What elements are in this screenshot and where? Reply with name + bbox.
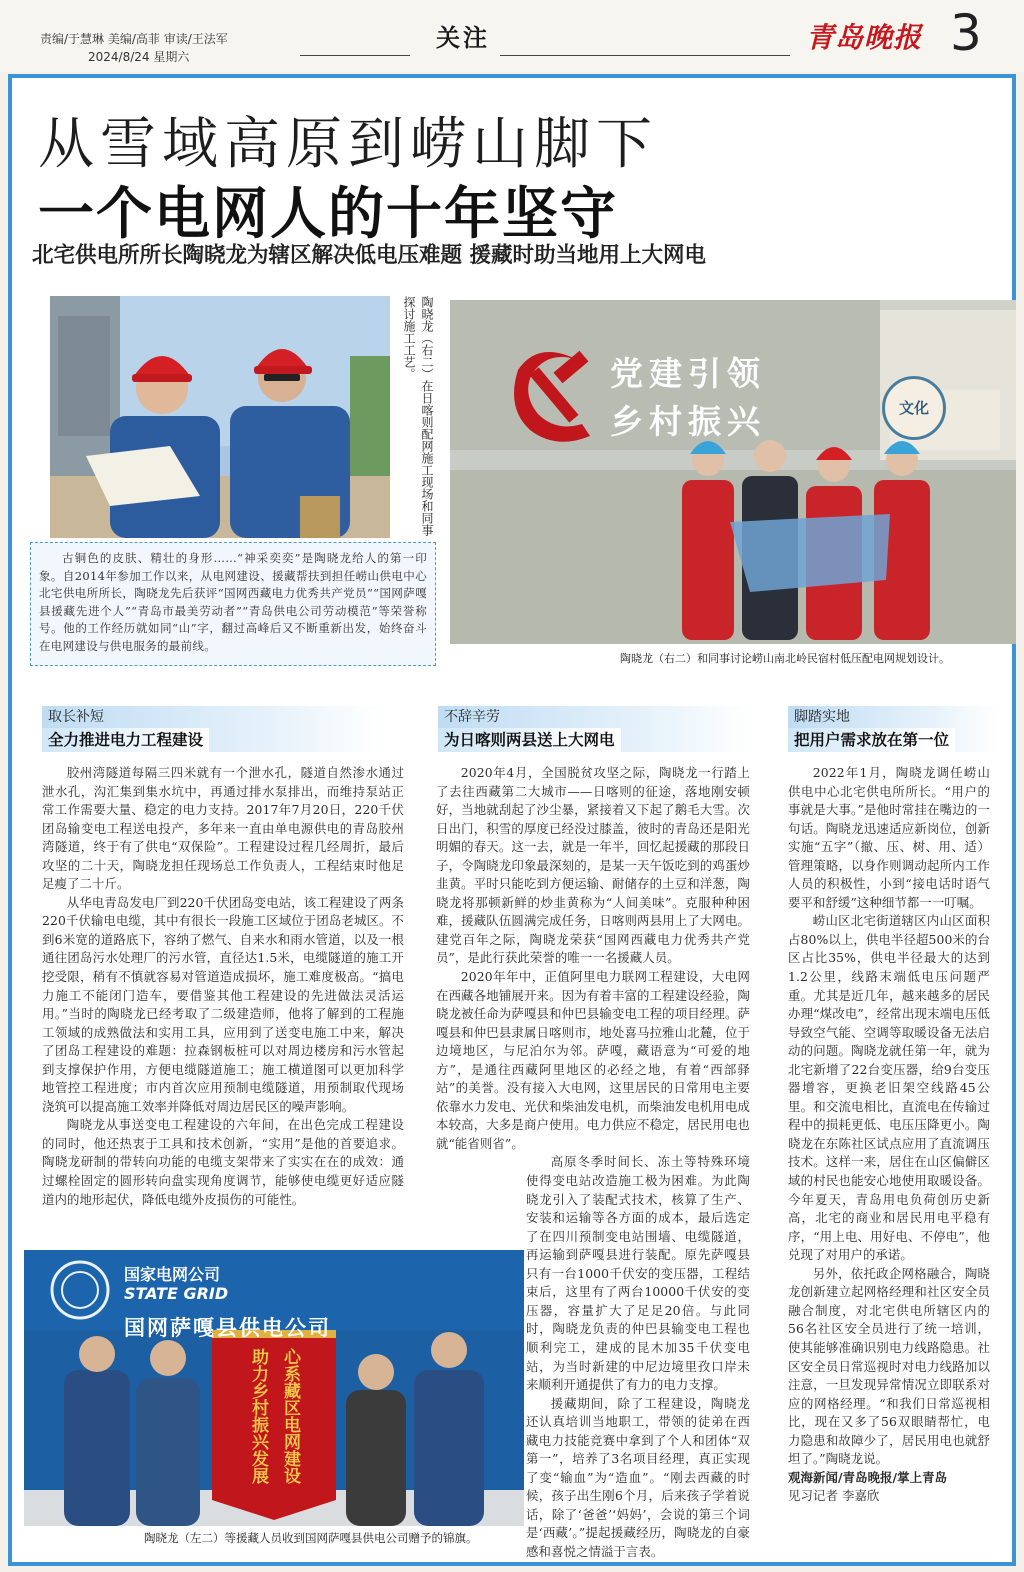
- column-2-title: 为日喀则两县送上大网电: [438, 728, 621, 752]
- byline: [788, 1469, 990, 1488]
- page-number: 3: [950, 4, 982, 62]
- column-3-title: 把用户需求放在第一位: [788, 728, 955, 752]
- column-1-paragraph: 胶州湾隧道每隔三四米就有一个泄水孔，隧道自然渗水通过泄水孔，沟汇集到集水坑中，再通过排水泵排出，而维持泵站正常工作需要大量、稳定的电力支持。2017年7月20日，220千伏团岛输变电工程送电投产，多年来一直由单电源供电的青岛胶州湾隧道，终于有了供电“双保险”。工程建设过程几经周折，最后攻坚的二十天，陶晓龙担任现场总工作负责人，工程结束时他足足瘦了二十斤。: [42, 765, 404, 892]
- column-2-paragraph: 2020年年中，正值阿里电力联网工程建设，大电网在西藏各地铺展开来。因为有着丰富的工程建设经验，陶晓龙被任命为萨嘎县和仲巴县输变电工程的项目经理。萨嘎县和仲巴县隶属日喀则市，地处喜马拉雅山北麓，位于边境地区，与尼泊尔为邻。萨嘎，藏语意为“可爱的地方”，是通往西藏阿里地区的必经之地，有着“西部驿站”的美誉。没有接入大电网，这里居民的日常用电主要依靠水力发电、光伏和柴油发电机，而柴油发电机用电成本较高，大多是商户使用。电力供应不稳定，居民用电也就“能省则省”。: [436, 969, 750, 1151]
- photo-mural-caption: 陶晓龙（右二）和同事讨论崂山南北岭民宿村低压配电网规划设计。: [620, 652, 950, 665]
- photo-banner-image: [24, 1250, 524, 1526]
- column-2-paragraph: 援藏期间，除了工程建设，陶晓龙还认真培训当地职工，带领的徒弟在西藏电力技能竞赛中拿到了个人和团体“双第一”，培养了3名项目经理，真正实现了变“输血”为“造血”。“刚去西藏的时候，孩子出生刚6个月，后来孩子学着说话，除了‘爸爸’‘妈妈’，会说的第三个词是‘西藏’。”提起援藏经历，陶晓龙的自豪感和喜悦之情溢于言表。: [526, 1395, 750, 1559]
- reporter-name: 见习记者 李嘉欣: [788, 1488, 880, 1504]
- profile-box: 古铜色的皮肤、精壮的身形……“神采奕奕”是陶晓龙给人的第一印象。自2014年参加工作以来，从电网建设、援藏帮扶到担任崂山供电中心北宅供电所所长，陶晓龙先后获评“国网西藏电力优秀共产党员”“国网萨嘎县援藏先进个人”“青岛市最美劳动者”“青岛供电公司劳动模范”等荣誉称号。他的工作经历就如同“山”字，翻过高峰后又不断重新出发，始终奋斗在电网建设与供电服务的最前线。: [30, 542, 436, 666]
- mural-culture-badge: 文化: [882, 376, 946, 440]
- reporter-line: [788, 1487, 990, 1506]
- paper-name-logo: 青岛晚报: [806, 21, 923, 54]
- masthead: [0, 0, 1024, 72]
- photo-banner-caption: 陶晓龙（左二）等援藏人员收到国网萨嘎县供电公司赠予的锦旗。: [144, 1531, 478, 1545]
- state-grid-cn: 国家电网公司: [124, 1265, 221, 1284]
- photo-worksite: [50, 296, 390, 538]
- column-3-body: [788, 764, 990, 1506]
- column-2-heading: [438, 706, 750, 754]
- column-3-paragraph: 2022年1月，陶晓龙调任崂山供电中心北宅供电所所长。“用户的事就是大事。”是他时常挂在嘴边的一句话。陶晓龙迅速适应新岗位，创新实施“五字”（撤、压、树、用、适）管理策略，以身作则调动起所内工作人员的积极性，小到“接电话时语气要平和舒缓”这种细节都一一叮嘱。: [788, 765, 990, 910]
- masthead-rule-right: [500, 55, 790, 56]
- headline-line-1: 从雪域高原到崂山脚下: [38, 112, 658, 177]
- column-2-paragraph: 高原冬季时间长、冻土等特殊环境使得变电站改造施工极为困难。为此陶晓龙引入了装配式技术，核算了生产、安装和运输等各方面的成本，最后选定了在四川预制变电站围墙、电缆隧道，再运输到萨嘎县进行装配。原先萨嘎县只有一台1000千伏安的变压器，工程结束后，这里有了两台10000千伏安的变压器，容量扩大了足足20倍。与此同时，陶晓龙负责的仲巴县输变电工程也顺利完工，建成的昆木加35千伏变电站，为当时新建的中尼边境里孜口岸未来顺利开通提供了有力的电力支撑。: [526, 1154, 750, 1393]
- column-1-title: 全力推进电力工程建设: [42, 728, 209, 752]
- pennant-line-2: 助力乡村振兴发展: [248, 1348, 268, 1484]
- column-1-paragraph: 从华电青岛发电厂到220千伏团岛变电站，该工程建设了两条220千伏输电电缆，其中有很长一段施工区域位于团岛老城区。不到6米宽的道路底下，容纳了燃气、自来水和雨水管道，以及一根通往团岛污水处理厂的污水管，直径达1.5米，电缆隧道的施工开挖受限，稍有不慎就容易对管道造成损坏，施工难度极高。“搞电力施工不能闭门造车，要借鉴其他工程建设的先进做法灵活运用。”当时的陶晓龙已经考取了二级建造师，他将了解到的工程施工领域的成熟做法和实用工具，应用到了送变电施工中来，解决了团岛工程建设的难题：拉森钢板桩可以对周边楼房和污水管起到支撑保护作用，方便电缆隧道施工；施工横道图可以更加科学地管控工程进度；市内首次应用预制电缆隧道，用预制取代现场浇筑可以提高施工效率并降低对周边居民区的噪声影响。: [42, 894, 404, 1114]
- date-line: 2024/8/24 星期六: [88, 50, 190, 64]
- article-frame: [8, 74, 1016, 1566]
- column-3-paragraph: 崂山区北宅街道辖区内山区面积占80%以上，供电半径超500米的台区占比35%，供电半径最大的达到1.2公里，线路末端低电压问题严重。尤其是近几年，越来越多的居民办理“煤改电”，经常出现末端电压低导致空气能、空调等取暖设备无法启动的问题。陶晓龙就任第一年，就为北宅新增了22台变压器，给9台变压器增容，更换老旧架空线路45公里。和交流电相比，直流电在传输过程中的损耗更低、电压压降更小。陶晓龙在东陈社区试点应用了直流调压技术。这样一来，居住在山区偏僻区域的村民也能安心地使用取暖设备。今年夏天，青岛用电负荷创历史新高，北宅的商业和居民用电平稳有序，“用上电、用好电、不停电”，他兑现了对用户的承诺。: [788, 913, 990, 1263]
- column-3-paragraph: 另外，依托政企网格融合，陶晓龙创新建立起网格经理和社区安全员融合制度，对北宅供电所辖区内的56名社区安全员进行了统一培训，使其能够准确识别电力线路隐患。社区安全员日常巡视时对电力线路加以注意，一旦发现异常情况立即联系对应的网格经理。“和我们日常巡视相比，现在又多了56双眼睛帮忙，电力隐患和故障少了，居民用电也就舒坦了。”陶晓龙说。: [788, 1265, 990, 1467]
- wall-company-name: 国网萨嘎县供电公司: [124, 1316, 331, 1340]
- column-1-paragraph: 陶晓龙从事送变电工程建设的六年间，在出色完成工程建设的同时，他还热衷于工具和技术创新，“实用”是他的首要追求。陶晓龙研制的带转向功能的电缆支架带来了实实在在的成效：通过螺栓固定的圆形转向盘实现角度调节，能够使电缆更好适应隧道内的地形起伏，降低电缆外皮损伤的可能性。: [42, 1117, 404, 1207]
- mural-slogan-line-1: 党建引领: [610, 354, 766, 393]
- masthead-rule-left: [300, 55, 410, 56]
- column-1-heading: [42, 706, 382, 754]
- credit-line: 责编/于慧琳 美编/高菲 审读/王法军: [40, 32, 228, 46]
- section-name: 关注: [436, 24, 490, 52]
- pennant-line-1: 心系藏区电网建设: [280, 1348, 300, 1484]
- byline-outlet: 观海新闻/青岛晚报/掌上青岛: [788, 1469, 948, 1485]
- photo-mural: [450, 300, 1016, 644]
- photo-worksite-image: [50, 296, 390, 538]
- column-2-paragraph: 2020年4月，全国脱贫攻坚之际，陶晓龙一行踏上了去往西藏第二大城市——日喀则的征途，落地刚安顿好，当地就刮起了沙尘暴，紧接着又下起了鹅毛大雪。次日出门，积雪的厚度已经没过膝盖，彼时的青岛还是阳光明媚的春天。这一去，就是一年半，回忆起援藏的那段日子，令陶晓龙印象最深刻的，是某一天午饭吃到的鸡蛋炒韭黄。平时只能吃到方便运输、耐储存的土豆和洋葱，陶晓龙将那顿新鲜的炒韭黄称为“人间美味”。克服种种困难，援藏队伍圆满完成任务，日喀则两县用上了大网电。建党百年之际，陶晓龙荣获“国网西藏电力优秀共产党员”，是此行获此荣誉的唯一一名援藏人员。: [436, 765, 750, 966]
- mural-slogan-line-2: 乡村振兴: [610, 402, 766, 441]
- headline-line-2: 一个电网人的十年坚守: [38, 182, 618, 247]
- column-1-body: [42, 764, 404, 1209]
- state-grid-en: STATE GRID: [124, 1284, 229, 1303]
- photo-worksite-caption: 陶晓龙（右二）在日喀则配网施工现场和同事探讨施工工艺。: [402, 296, 434, 536]
- column-2-kicker: 不辞辛劳: [444, 709, 500, 725]
- photo-banner: [24, 1250, 524, 1526]
- credits: [40, 30, 228, 66]
- subheadline: 北宅供电所所长陶晓龙为辖区解决低电压难题 援藏时助当地用上大网电: [32, 243, 706, 268]
- column-1-kicker: 取长补短: [48, 709, 104, 725]
- column-3-heading: [788, 706, 1000, 754]
- column-3-kicker: 脚踏实地: [794, 709, 850, 725]
